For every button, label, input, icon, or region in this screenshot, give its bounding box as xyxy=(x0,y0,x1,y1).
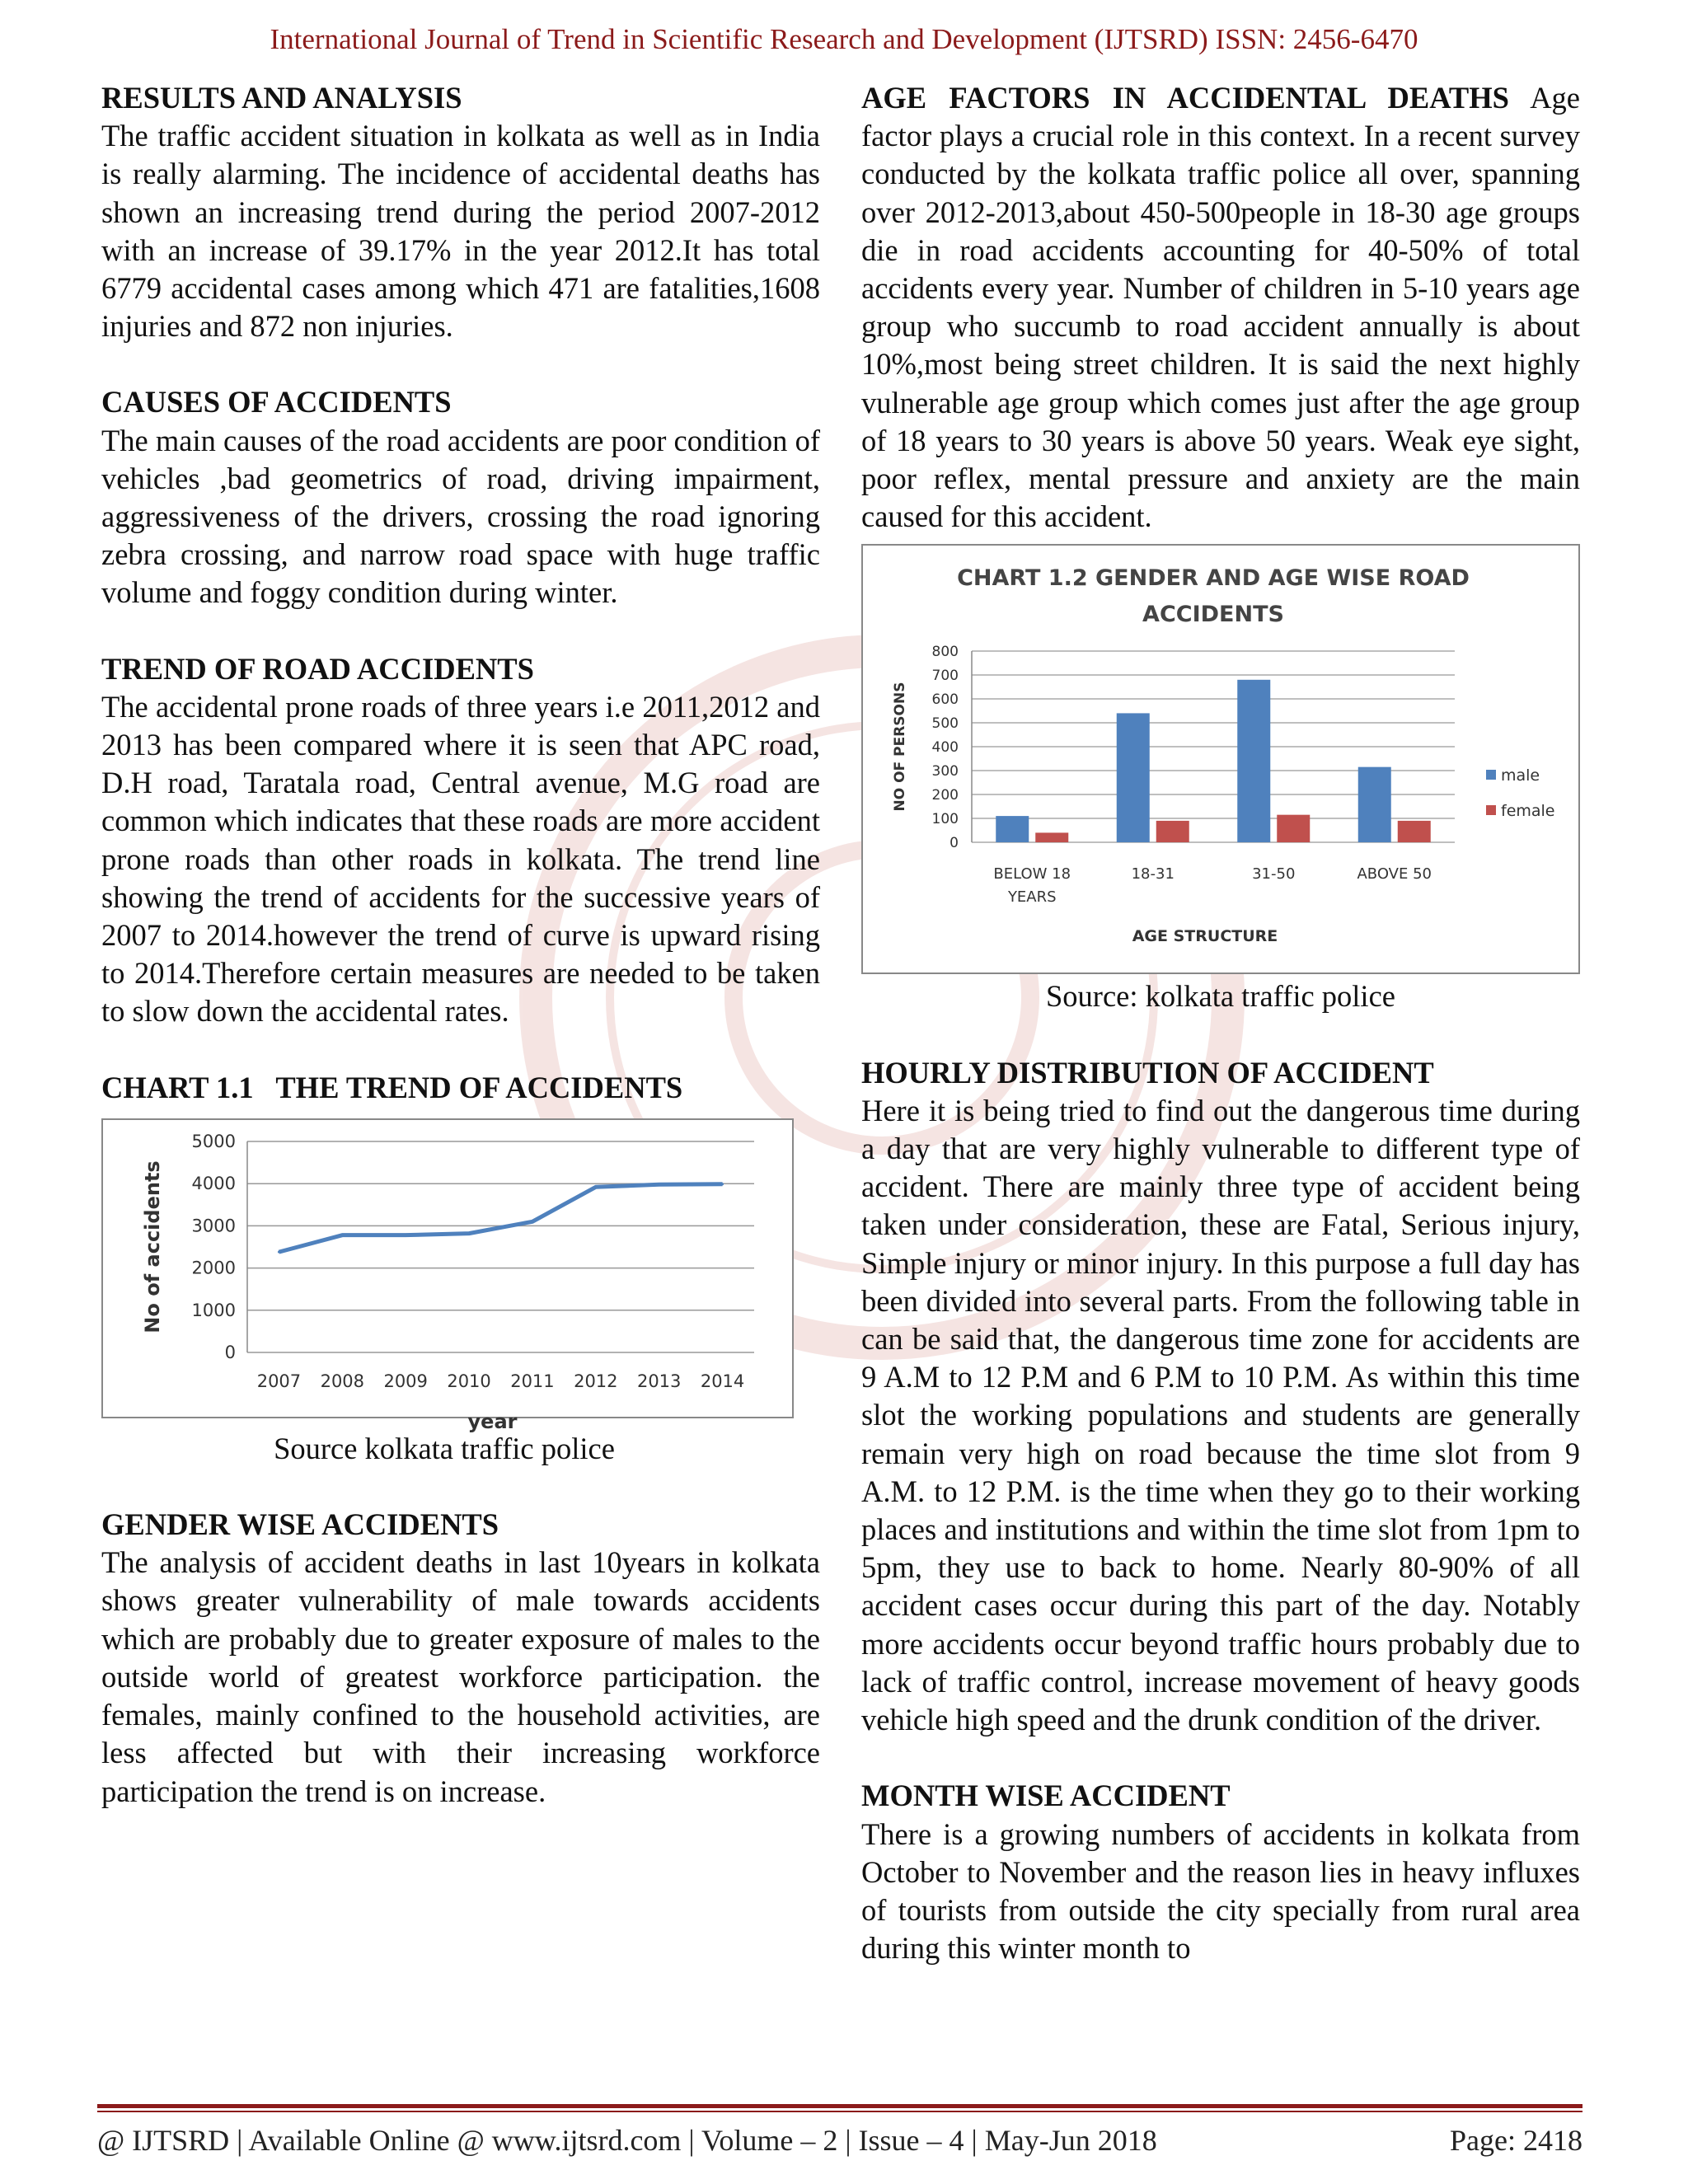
age-paragraph xyxy=(861,79,1580,536)
bar-male xyxy=(996,817,1029,843)
x-tick-label: 2013 xyxy=(636,1371,682,1391)
bar-male xyxy=(1358,767,1391,842)
data-point xyxy=(721,1183,724,1185)
y-tick-label: 3000 xyxy=(191,1216,236,1236)
month-body: There is a growing numbers of accidents in kolkata from October to November and the reason lies in heavy influxes of tourists from outside the city specially from rural area during this winter month to xyxy=(861,1816,1580,1966)
x-tick-label: 2008 xyxy=(320,1371,365,1391)
x-tick-label: 31-50 xyxy=(1252,865,1296,883)
y-tick-label: 5000 xyxy=(191,1131,236,1151)
page-number: Page: 2418 xyxy=(1450,2124,1582,2157)
x-tick-label: BELOW 18 xyxy=(993,865,1071,883)
chart-title: CHART 1.2 GENDER AND AGE WISE ROAD xyxy=(957,565,1470,592)
page-footer xyxy=(97,2123,1582,2158)
causes-body: The main causes of the road accidents are poor condition of vehicles ,bad geometrics of road, driving impairment, aggressiveness of the drivers, crossing the road ignoring zebra crossing, and narrow road space with huge traffic volume and foggy condition during winter. xyxy=(101,423,820,610)
x-tick-label: 18-31 xyxy=(1131,865,1175,883)
gender-age-chart xyxy=(861,544,1580,974)
hourly-heading: HOURLY DISTRIBUTION OF ACCIDENT xyxy=(861,1055,1434,1090)
y-tick-label: 700 xyxy=(931,668,959,685)
y-tick-label: 0 xyxy=(224,1342,236,1362)
legend-label-female: female xyxy=(1501,802,1555,821)
chart-title: ACCIDENTS xyxy=(1142,602,1284,628)
journal-header: International Journal of Trend in Scientific Research and Development (IJTSRD) ISSN: 2456-6470 xyxy=(270,23,1418,55)
bar-female xyxy=(1156,821,1189,842)
data-point xyxy=(278,1251,280,1254)
y-tick-label: 200 xyxy=(931,787,959,804)
trend-body: The accidental prone roads of three years i.e 2011,2012 and 2013 has been compared where it is seen that APC road, D.H road, Taratala road, Central avenue, M.G road are common which indicates that these roads are more accident prone roads than other roads in kolkata. The trend line showing the trend of accidents for the successive years of 2007 to 2014.however the trend of curve is upward rising to 2014.Therefore certain measures are needed to be taken to slow down the accidental rates. xyxy=(101,689,820,1029)
month-heading: MONTH WISE ACCIDENT xyxy=(861,1779,1231,1813)
y-tick-label: 100 xyxy=(931,811,959,828)
legend-swatch-female xyxy=(1486,805,1496,815)
y-tick-label: 800 xyxy=(931,644,959,661)
footer-rule xyxy=(97,2104,1582,2108)
x-tick-label: 2007 xyxy=(256,1371,302,1391)
data-point xyxy=(658,1183,660,1186)
left-column xyxy=(101,79,820,1811)
chart2-source: Source: kolkata traffic police xyxy=(1046,979,1395,1014)
y-tick-label: 600 xyxy=(931,691,959,709)
right-column xyxy=(861,79,1580,1967)
results-heading: RESULTS AND ANALYSIS xyxy=(101,81,462,115)
data-point xyxy=(468,1232,471,1235)
data-point xyxy=(531,1221,533,1223)
x-tick-label: 2014 xyxy=(700,1371,745,1391)
gender-body: The analysis of accident deaths in last 10years in kolkata shows greater vulnerability of male towards accidents which are probably due to greater exposure of males to the outside world of greatest workforce participation. the females, mainly confined to the household activities, are less affected but with their increasing workforce participation the trend is on increase. xyxy=(101,1545,820,1808)
results-body: The traffic accident situation in kolkata as well as in India is really alarming. The incidence of accidental deaths has shown an increasing trend during the period 2007-2012 with an increase of 39.17% in the year 2012.It has total 6779 accidental cases among which 471 are fatalities,1608 injuries and 872 non injuries. xyxy=(101,119,820,344)
x-axis-title: year xyxy=(467,1409,518,1433)
data-point xyxy=(405,1234,407,1236)
x-axis-title: AGE STRUCTURE xyxy=(1132,927,1278,946)
y-axis-title: NO OF PERSONS xyxy=(892,682,908,812)
y-tick-label: 300 xyxy=(931,763,959,780)
trend-chart xyxy=(101,1118,794,1433)
bar-male xyxy=(1237,680,1270,842)
gender-heading: GENDER WISE ACCIDENTS xyxy=(101,1507,499,1542)
data-point xyxy=(341,1234,344,1236)
bar-female xyxy=(1035,833,1068,843)
x-tick-label: 2009 xyxy=(383,1371,428,1391)
x-tick-label: 2012 xyxy=(574,1371,618,1391)
hourly-body: Here it is being tried to find out the dangerous time during a day that are very highly vulnerable to different type of accident. There are mainly three type of accident being taken under consideration, these are Fatal, Serious injury, Simple injury or minor injury. In this purpose a full day has been divided into several parts. From the following table in can be said that, the dangerous time zone for accidents are 9 A.M to 12 P.M and 6 P.M to 10 P.M. As within this time slot the working populations and students are generally remain very high on road because the time slot from 9 A.M. to 12 P.M. is the time when they go to their working places and institutions and within the time slot from 1pm to 5pm, they use to back to home. Nearly 80-90% of all accident cases occur during this part of the day. Notably more accidents occur beyond traffic hours probably due to lack of traffic control, increase movement of heavy goods vehicle high speed and the drunk condition of the driver. xyxy=(861,1093,1580,1737)
footer-rule-thin xyxy=(97,2111,1582,2112)
y-tick-label: 400 xyxy=(931,739,959,757)
y-tick-label: 1000 xyxy=(191,1300,236,1320)
age-body: Age factor plays a crucial role in this context. In a recent survey conducted by the kolkata traffic police all over, spanning over 2012-2013,about 450-500people in 18-30 age groups die in road accidents accounting for 40-50% of total accidents every year. Number of children in 5-10 years age group who succumb to road accident annually is about 10%,most being street children. It is said the next highly vulnerable age group which comes just after the age group of 18 years to 30 years is above 50 years. Weak eye sight, poor reflex, mental pressure and anxiety are the main caused for this accident. xyxy=(861,81,1580,534)
x-tick-label: ABOVE 50 xyxy=(1357,865,1432,883)
y-tick-label: 500 xyxy=(931,715,959,733)
chart1-heading: CHART 1.1 THE TREND OF ACCIDENTS xyxy=(101,1070,683,1104)
trend-line-chart-svg xyxy=(103,1120,792,1433)
x-tick-label: 2010 xyxy=(447,1371,491,1391)
legend-label-male: male xyxy=(1501,766,1540,785)
y-axis-title: No of accidents xyxy=(141,1160,164,1333)
age-heading: AGE FACTORS IN ACCIDENTAL DEATHS xyxy=(861,81,1509,115)
y-tick-label: 4000 xyxy=(191,1174,236,1194)
gender-age-bar-chart-svg xyxy=(863,546,1578,972)
bar-female xyxy=(1277,815,1310,842)
series-line-accidents xyxy=(279,1184,722,1252)
trend-heading: TREND OF ROAD ACCIDENTS xyxy=(101,651,534,686)
x-tick-label: YEARS xyxy=(1007,888,1057,907)
footer-info: @ IJTSRD | Available Online @ www.ijtsrd.com | Volume – 2 | Issue – 4 | May-Jun 2018 xyxy=(97,2124,1157,2157)
x-tick-label: 2011 xyxy=(510,1371,555,1391)
legend-swatch-male xyxy=(1486,770,1496,780)
bar-female xyxy=(1398,821,1431,842)
y-tick-label: 2000 xyxy=(191,1258,236,1278)
causes-heading: CAUSES OF ACCIDENTS xyxy=(101,385,452,419)
data-point xyxy=(594,1186,597,1188)
bar-male xyxy=(1117,714,1150,843)
y-tick-label: 0 xyxy=(950,835,959,852)
chart1-source: Source kolkata traffic police xyxy=(274,1431,615,1465)
